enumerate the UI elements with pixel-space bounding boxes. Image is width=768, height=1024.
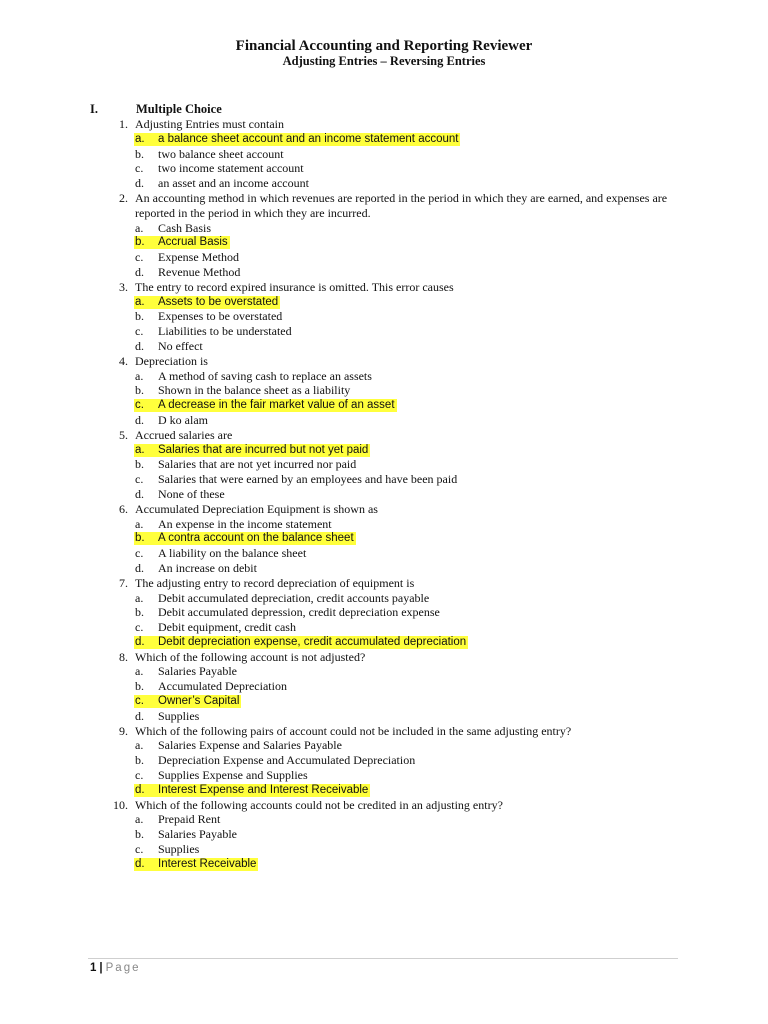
option-text: Interest Expense and Interest Receivable xyxy=(158,783,369,796)
answer-option-highlighted xyxy=(0,857,768,872)
option-text: A contra account on the balance sheet xyxy=(158,532,354,545)
option-letter: a. xyxy=(135,738,144,753)
answer-option xyxy=(0,812,768,827)
option-text: Accrual Basis xyxy=(158,236,228,249)
option-text: an asset and an income account xyxy=(158,176,309,191)
answer-option-highlighted xyxy=(0,235,768,250)
option-text: Owner’s Capital xyxy=(158,695,240,708)
question-7 xyxy=(0,576,768,591)
option-letter: b. xyxy=(135,753,144,768)
answer-option xyxy=(0,147,768,162)
option-letter: a. xyxy=(135,295,145,308)
option-letter: c. xyxy=(135,324,144,339)
option-text: Interest Receivable xyxy=(158,857,257,870)
option-letter: d. xyxy=(135,412,144,427)
answer-option xyxy=(0,517,768,532)
answer-option xyxy=(0,176,768,191)
answer-option-highlighted xyxy=(0,398,768,413)
answer-option xyxy=(0,738,768,753)
option-text: Prepaid Rent xyxy=(158,812,221,827)
question-text: Adjusting Entries must contain xyxy=(135,117,284,131)
answer-option-highlighted xyxy=(0,443,768,458)
question-text: Which of the following pairs of account could not be included in the same adjusting entry? xyxy=(135,723,572,738)
question-number: 9. xyxy=(119,723,128,738)
option-text: A liability on the balance sheet xyxy=(158,546,307,561)
document-subtitle: Adjusting Entries – Reversing Entries xyxy=(282,54,486,68)
answer-option xyxy=(0,591,768,606)
answer-option xyxy=(0,161,768,176)
option-text: Salaries Payable xyxy=(158,827,237,842)
option-letter: b. xyxy=(135,236,145,249)
option-letter: c. xyxy=(135,161,144,176)
option-letter: b. xyxy=(135,532,145,545)
option-letter: a. xyxy=(135,590,144,605)
answer-option xyxy=(0,753,768,768)
question-text: Which of the following account is not adjusted? xyxy=(135,649,366,664)
option-letter: a. xyxy=(135,443,145,456)
option-letter: d. xyxy=(135,783,145,796)
option-letter: a. xyxy=(135,132,145,145)
answer-option-highlighted xyxy=(0,694,768,709)
question-number: 7. xyxy=(119,575,128,590)
option-text: Depreciation Expense and Accumulated Depreciation xyxy=(158,753,416,768)
option-text: Salaries that are not yet incurred nor paid xyxy=(158,457,357,472)
option-text: Debit accumulated depression, credit depreciation expense xyxy=(158,605,440,620)
option-text: Revenue Method xyxy=(158,264,241,279)
question-number: 3. xyxy=(119,279,128,294)
option-text: two balance sheet account xyxy=(158,146,284,161)
option-letter: b. xyxy=(135,457,144,472)
question-text: Accumulated Depreciation Equipment is shown as xyxy=(135,501,378,516)
option-text: Accumulated Depreciation xyxy=(158,679,287,694)
page-number: 1 xyxy=(90,962,97,974)
answer-option xyxy=(0,324,768,339)
option-letter: c. xyxy=(135,250,144,265)
option-letter: b. xyxy=(135,383,144,398)
option-letter: a. xyxy=(135,812,144,827)
footer-separator: | xyxy=(99,962,103,974)
option-text: Debit depreciation expense, credit accumulated depreciation xyxy=(158,635,467,648)
option-letter: a. xyxy=(135,516,144,531)
option-letter: d. xyxy=(135,338,144,353)
section-number: I. xyxy=(90,102,98,116)
answer-option xyxy=(0,842,768,857)
answer-option xyxy=(0,457,768,472)
answer-option xyxy=(0,413,768,428)
option-letter: c. xyxy=(135,768,144,783)
question-number: 5. xyxy=(119,427,128,442)
option-text: None of these xyxy=(158,486,225,501)
answer-option-highlighted xyxy=(0,531,768,546)
option-text: Supplies xyxy=(158,842,200,857)
page-label: Page xyxy=(105,962,141,974)
question-number: 4. xyxy=(119,353,128,368)
answer-option xyxy=(0,605,768,620)
option-letter: a. xyxy=(135,368,144,383)
option-letter: b. xyxy=(135,679,144,694)
answer-option-highlighted xyxy=(0,783,768,798)
option-letter: a. xyxy=(135,220,144,235)
answer-option xyxy=(0,546,768,561)
question-1 xyxy=(0,117,768,132)
option-text: Salaries that were earned by an employees and have been paid xyxy=(158,472,458,487)
option-letter: d. xyxy=(135,708,144,723)
option-text: A decrease in the fair market value of an asset xyxy=(158,399,395,412)
option-letter: c. xyxy=(135,399,144,412)
option-text: No effect xyxy=(158,338,203,353)
answer-option-highlighted xyxy=(0,635,768,650)
question-number: 2. xyxy=(119,190,128,205)
answer-option xyxy=(0,339,768,354)
page-footer xyxy=(90,962,140,974)
option-text: Supplies xyxy=(158,708,200,723)
option-letter: d. xyxy=(135,635,145,648)
option-text: Expense Method xyxy=(158,250,239,265)
option-text: An expense in the income statement xyxy=(158,516,332,531)
question-number: 8. xyxy=(119,649,128,664)
option-letter: d. xyxy=(135,857,145,870)
document-title: Financial Accounting and Reporting Reviewer xyxy=(235,38,533,54)
answer-option xyxy=(0,383,768,398)
section-title: Multiple Choice xyxy=(136,102,222,116)
answer-option-highlighted xyxy=(0,295,768,310)
answer-option xyxy=(0,664,768,679)
answer-option-highlighted xyxy=(0,132,768,147)
question-4 xyxy=(0,354,768,369)
answer-option xyxy=(0,221,768,236)
question-number: 6. xyxy=(119,501,128,516)
question-2 xyxy=(0,191,768,221)
option-letter: c. xyxy=(135,472,144,487)
option-letter: c. xyxy=(135,842,144,857)
answer-option xyxy=(0,265,768,280)
option-text: Cash Basis xyxy=(158,220,212,235)
option-text: Shown in the balance sheet as a liability xyxy=(158,383,351,398)
option-text: Debit equipment, credit cash xyxy=(158,620,296,635)
option-text: A method of saving cash to replace an assets xyxy=(158,368,372,383)
answer-option xyxy=(0,369,768,384)
option-letter: d. xyxy=(135,486,144,501)
question-number: 1. xyxy=(119,117,128,131)
answer-option xyxy=(0,620,768,635)
answer-option xyxy=(0,487,768,502)
option-text: Expenses to be overstated xyxy=(158,309,283,324)
question-text: The adjusting entry to record depreciation of equipment is xyxy=(135,575,415,590)
option-letter: d. xyxy=(135,176,144,191)
question-number: 10. xyxy=(113,797,128,812)
question-text: Depreciation is xyxy=(135,353,208,368)
question-9 xyxy=(0,724,768,739)
option-text: two income statement account xyxy=(158,161,304,176)
option-text: Assets to be overstated xyxy=(158,295,279,308)
option-letter: b. xyxy=(135,605,144,620)
question-5 xyxy=(0,428,768,443)
answer-option xyxy=(0,827,768,842)
option-letter: c. xyxy=(135,546,144,561)
question-6 xyxy=(0,502,768,517)
question-text: An accounting method in which revenues are reported in the period in which they are earned, and expenses are reported in the period in which they are incurred. xyxy=(135,190,668,220)
option-text: An increase on debit xyxy=(158,560,257,575)
answer-option xyxy=(0,472,768,487)
option-text: Salaries that are incurred but not yet paid xyxy=(158,443,369,456)
question-8 xyxy=(0,650,768,665)
option-letter: a. xyxy=(135,664,144,679)
option-text: Debit accumulated depreciation, credit accounts payable xyxy=(158,590,430,605)
question-10 xyxy=(0,798,768,813)
option-text: Salaries Expense and Salaries Payable xyxy=(158,738,342,753)
option-text: Liabilities to be understated xyxy=(158,324,292,339)
answer-option xyxy=(0,679,768,694)
option-letter: b. xyxy=(135,827,144,842)
option-letter: b. xyxy=(135,146,144,161)
question-text: The entry to record expired insurance is omitted. This error causes xyxy=(135,279,454,294)
footer-divider xyxy=(88,958,678,959)
answer-option xyxy=(0,250,768,265)
answer-option xyxy=(0,709,768,724)
question-list xyxy=(0,117,768,872)
answer-option xyxy=(0,309,768,324)
answer-option xyxy=(0,768,768,783)
option-text: D ko alam xyxy=(158,412,208,427)
question-text: Accrued salaries are xyxy=(135,427,233,442)
option-text: Salaries Payable xyxy=(158,664,237,679)
option-letter: c. xyxy=(135,620,144,635)
option-text: a balance sheet account and an income statement account xyxy=(158,132,459,145)
option-letter: b. xyxy=(135,309,144,324)
option-letter: d. xyxy=(135,560,144,575)
option-text: Supplies Expense and Supplies xyxy=(158,768,308,783)
option-letter: c. xyxy=(135,695,144,708)
question-text: Which of the following accounts could not be credited in an adjusting entry? xyxy=(135,797,503,812)
answer-option xyxy=(0,561,768,576)
question-3 xyxy=(0,280,768,295)
option-letter: d. xyxy=(135,264,144,279)
